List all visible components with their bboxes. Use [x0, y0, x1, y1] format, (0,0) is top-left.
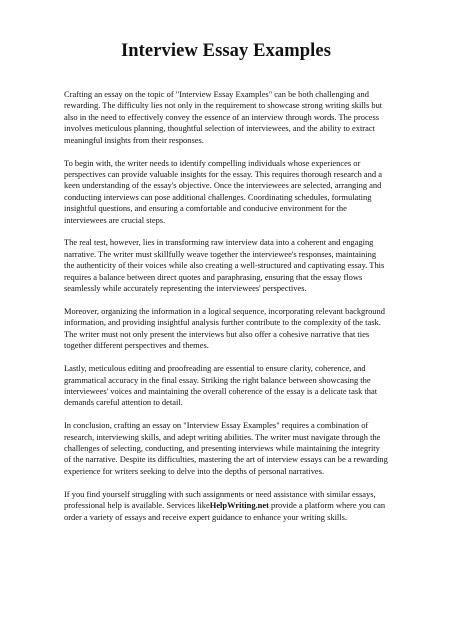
paragraph-organizing: Moreover, organizing the information in a logical sequence, incorporating relevant background information, and providing insightful analysis further contribute to the complexity of the task. The writer must not only present the interviews but also offer a cohesive narrative that ties together different perspectives and themes. [64, 306, 385, 351]
service-brand-name: HelpWriting.net [209, 500, 269, 511]
paragraph-selecting-interviewees: To begin with, the writer needs to identify compelling individuals whose experiences or perspectives can provide valuable insights for the essay. This requires thorough research and a keen understanding of the essay's objective. Once the interviewees are selected, arranging and conducting interviews can pose additional challenges. Coordinating schedules, formulating insightful questions, and ensuring a comfortable and conducive environment for the interviewees are crucial steps. [64, 157, 382, 225]
paragraph-conclusion: In conclusion, crafting an essay on "Interview Essay Examples" requires a combination of research, interviewing skills, and adept writing abilities. The writer must navigate through the challenges of selecting, conducting, and presenting interviews while maintaining the integrity of the narrative. Despite its difficulties, mastering the art of interview essays can be a rewarding experience for writers seeking to delve into the depths of personal narratives. [64, 420, 388, 476]
paragraph-closing [64, 489, 388, 523]
paragraph-narrative: The real test, however, lies in transforming raw interview data into a coherent and engaging narrative. The writer must skillfully weave together the interviewee's responses, maintaining the authenticity of their voices while also creating a well-structured and captivating essay. This requires a balance between direct quotes and paraphrasing, ensuring that the essay flows seamlessly while accurately representing the interviewees' perspectives. [64, 237, 385, 294]
document-title: Interview Essay Examples [120, 41, 331, 61]
closing-text-after: provide a platform where you can order a variety of essays and receive expert guidance to enhance your writing skills. [64, 500, 386, 522]
paragraph-editing: Lastly, meticulous editing and proofreading are essential to ensure clarity, coherence, and grammatical accuracy in the final essay. Striking the right balance between showcasing the interviewees' voices and maintaining the overall coherence of the essay is a delicate task that demands careful attention to detail. [64, 363, 378, 408]
closing-text-before: If you find yourself struggling with such assignments or need assistance with similar essays, professional help is available. Services like [64, 488, 376, 511]
paragraph-intro: Crafting an essay on the topic of "Interview Essay Examples" can be both challenging and rewarding. The difficulty lies not only in the requirement to showcase strong writing skills but also in the need to effectively convey the essence of an interview through words. The process involves meticulous planning, thoughtful selection of interviewees, and the ability to extract meaningful insights from their responses. [64, 89, 383, 145]
